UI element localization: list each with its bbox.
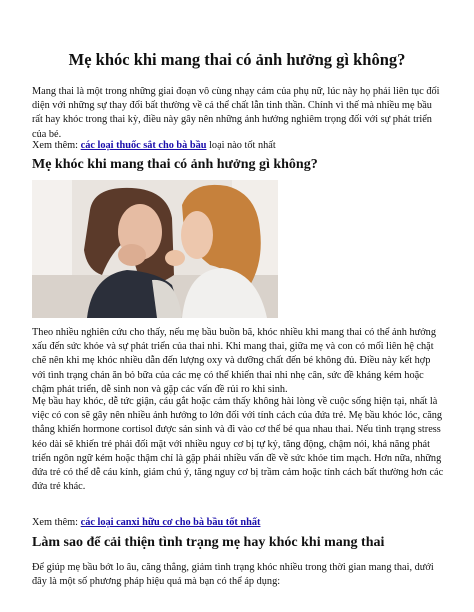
see-also-calcium <box>32 516 444 530</box>
see-also-prefix: Xem thêm: <box>32 517 81 528</box>
document-title: Mẹ khóc khi mang thai có ảnh hưởng gì không? <box>68 50 406 69</box>
crying-mother-illustration <box>32 180 278 318</box>
crying-mother-photo <box>32 180 278 318</box>
paragraph-improvement-intro: Để giúp mẹ bầu bớt lo âu, căng thẳng, giảm tình trạng khóc nhiều trong thời gian mang thai, dưới đây là một số phương pháp hiệu quả mà bạn có thể áp dụng: <box>32 562 434 588</box>
paragraph-health-effects: Theo nhiều nghiên cứu cho thấy, nếu mẹ bầu buồn bã, khóc nhiều khi mang thai có thể ảnh hưởng xấu đến sức khỏe và sự phát triển của thai nhi. Khi mang thai, giữa mẹ và con có mối liên hệ chặt chẽ nên khi mẹ khóc nhiều dẫn đến lượng oxy và dưỡng chất đến bé không đủ. Điều này kết hợp với tình trạng chán ăn bỏ bữa của các mẹ có thể khiến thai nhi nhẹ cân, sức đề kháng kém hoặc chậm phát triển, dễ sinh non và gặp các vấn đề rủi ro khi sinh. <box>32 327 436 395</box>
calcium-supplement-link[interactable]: các loại canxi hữu cơ cho bà bầu tốt nhất <box>80 517 261 528</box>
iron-supplement-link[interactable]: các loại thuốc sắt cho bà bầu <box>80 140 207 151</box>
see-also-suffix: loại nào tốt nhất <box>206 140 276 151</box>
section-heading-improvement: Làm sao để cải thiện tình trạng mẹ hay khóc khi mang thai <box>32 535 385 550</box>
intro-paragraph: Mang thai là một trong những giai đoạn vô cùng nhạy cảm của phụ nữ, lúc này họ phải liên tục đối diện với những sự thay đổi bất thường về cả thể chất lẫn tinh thần. Chính vì thế mà nhiều mẹ bầu rất hay khóc trong thai kỳ, điều này gây nên những ảnh hưởng nghiêm trọng đối với sự phát triển của bé. <box>32 86 440 140</box>
section-heading-effects: Mẹ khóc khi mang thai có ảnh hưởng gì không? <box>32 157 318 172</box>
see-also-iron <box>32 139 444 153</box>
paragraph-personality-effects: Mẹ bầu hay khóc, dễ tức giận, cáu gắt hoặc cảm thấy không hài lòng về cuộc sống hiện tại, nhất là việc có con sẽ gây nên nhiều ảnh hưởng to lớn đối với tính cách của đứa trẻ. Mẹ bầu khóc lóc, căng thẳng khiến hormone cortisol được sản sinh và đi vào cơ thể bé qua nhau thai. Nếu tình trạng stress kéo dài sẽ khiến trẻ phải đối mặt với nhiều nguy cơ bị tự kỷ, tăng động, chậm nói, khả năng phát triển ngôn ngữ kém hoặc thậm chí là gặp phải nhiều vấn đề về sức khỏe tim mạch. Hơn nữa, những đứa trẻ có thể dễ cáu kính, giảm chú ý, tăng nguy cơ bị trầm cảm hoặc tính cách bất thường hơn các đứa trẻ khác. <box>32 396 444 493</box>
see-also-prefix: Xem thêm: <box>32 140 81 151</box>
